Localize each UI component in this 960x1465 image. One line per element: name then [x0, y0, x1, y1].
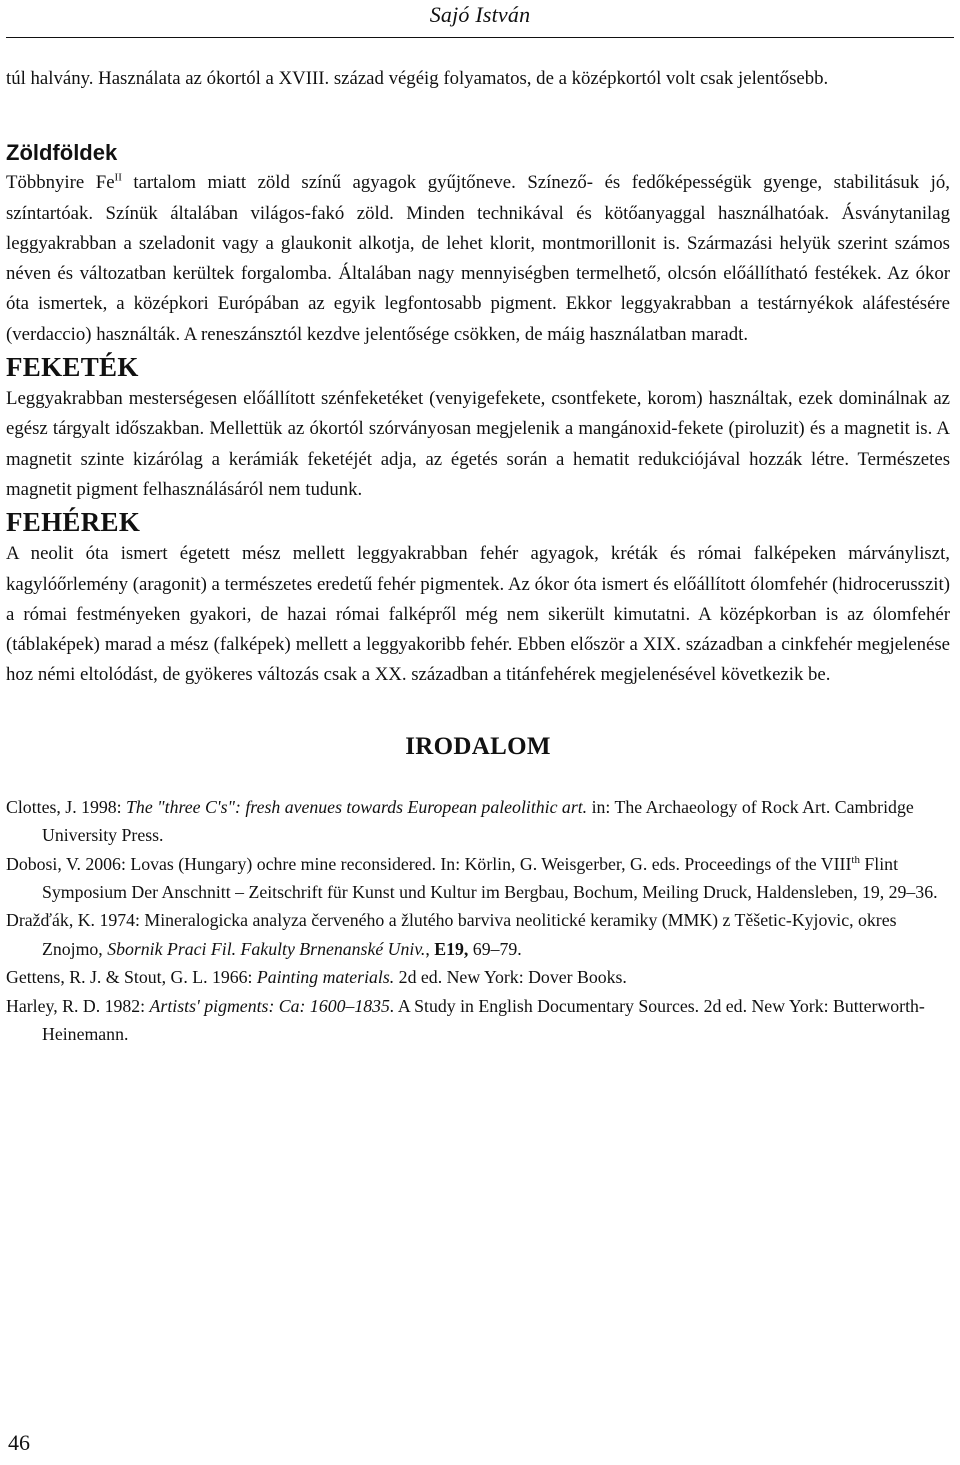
- ref-title: Sbornik Praci Fil. Fakulty Brnenanské Univ.: [107, 938, 426, 959]
- reference-item: [6, 793, 950, 850]
- page-content: [6, 64, 950, 1048]
- heading-zoldfoldek: Zöldföldek: [6, 140, 118, 166]
- heading-irodalom: IRODALOM: [405, 732, 551, 760]
- ref-title: Painting materials.: [256, 967, 395, 988]
- zoldfoldek-text-start: Többnyire Fe: [6, 172, 115, 194]
- reference-list: [6, 793, 950, 1049]
- ref-title: Artists' pigments: Ca: 1600–1835.: [149, 995, 395, 1016]
- reference-item: [6, 906, 950, 963]
- heading-feketek: FEKETÉK: [6, 352, 139, 383]
- running-header-author: Sajó István: [429, 2, 531, 27]
- ref-text: Flint Symposium Der Anschnitt – Zeitschrift für Kunst und Kultur im Bergbau, Bochum, Meiling Druck, Haldensleben, 19, 29–36.: [42, 853, 938, 902]
- header-divider: [6, 37, 954, 38]
- feketek-paragraph: Leggyakrabban mesterségesen előállított szénfeketéket (venyigefekete, csontfekete, korom) használtak, ezek dominálnak az egész tárgyalt időszakban. Mellettük az ókortól szórványosan megjelenik a mangánoxid-fekete (piroluzit) és a magnetit is. A magnetit szinte kizárólag a kerámiák feketéjét adja, az égetés során a hematit redukciójával hozzák létre. Természetes magnetit pigment felhasználásáról nem tudunk.: [6, 388, 950, 500]
- reference-item: [6, 850, 950, 907]
- superscript-ii: II: [114, 172, 122, 185]
- ref-text: Dražďák, K. 1974: Mineralogicka analyza červeného a žlutého barviva neolitické keramiky (MMK) z Těšetic-Kyjovic, okres Znojmo,: [6, 910, 897, 959]
- ref-text: 2d ed. New York: Dover Books.: [394, 967, 627, 988]
- zoldfoldek-paragraph: [6, 168, 950, 350]
- ref-text: in: The Archaeology of Rock Art. Cambridge University Press.: [42, 796, 914, 846]
- reference-item: [6, 992, 950, 1049]
- zoldfoldek-text-rest: tartalom miatt zöld színű agyagok gyűjtőneve. Színező- és fedőképességük gyenge, stabilitásuk jó, színtartóak. Színük általában világos-fakó zöld. Minden technikával és kötőanyaggal használhatóak. Ásványtanilag leggyakrabban a szeladonit vagy a glaukonit alkotja, de lehet klorit, montmorillonit is. Származási helyük szerint számos néven és változatban kerültek forgalomba. Általában nagy mennyiségben termelhető, olcsón előállítható festékek. Az ókor óta ismertek, a középkori Európában az egyik legfontosabb pigment. Ekkor leggyakrabban a testárnyékok aláfestésére (verdaccio) használták. A reneszánsztól kezdve jelentősége csökken, de máig használatban maradt.: [6, 172, 950, 345]
- reference-item: [6, 963, 950, 991]
- intro-paragraph: túl halvány. Használata az ókortól a XVIII. század végéig folyamatos, de a középkortól volt csak jelentősebb.: [6, 68, 829, 89]
- ref-text: 69–79.: [468, 938, 522, 959]
- heading-feherek: FEHÉREK: [6, 507, 141, 538]
- page-number: 46: [8, 1430, 30, 1455]
- ref-title: The "three C's": fresh avenues towards European paleolithic art.: [126, 796, 588, 817]
- ref-text: Dobosi, V. 2006: Lovas (Hungary) ochre mine reconsidered. In: Körlin, G. Weisgerber, G. eds. Proceedings of the VIII: [6, 853, 852, 874]
- ref-text: A Study in English Documentary Sources. 2d ed. New York: Butterworth-Heinemann.: [42, 995, 925, 1044]
- feherek-paragraph: A neolit óta ismert égetett mész mellett leggyakrabban fehér agyagok, kréták és római falképeken márványliszt, kagylóőrlemény (aragonit) a természetes eredetű fehér pigmentek. Az ókor óta ismert és előállított ólomfehér (hidrocerusszit) a római festményeken gyakori, de hazai római falképről még nem sikerült kimutatni. A középkorban is az ólomfehér (táblaképek) marad a mész (falképek) mellett a leggyakoribb fehér. Ebben először a XIX. században a cinkfehér megjelenése hoz némi eltolódást, de gyökeres változás csak a XX. században a titánfehérek megjelenésével következik be.: [6, 543, 950, 686]
- ref-volume: E19,: [434, 938, 469, 959]
- ref-superscript: th: [851, 853, 860, 866]
- ref-text: Gettens, R. J. & Stout, G. L. 1966:: [6, 967, 257, 988]
- ref-text: Harley, R. D. 1982:: [6, 995, 150, 1016]
- ref-text: Clottes, J. 1998:: [6, 796, 127, 817]
- ref-text: ,: [425, 938, 435, 959]
